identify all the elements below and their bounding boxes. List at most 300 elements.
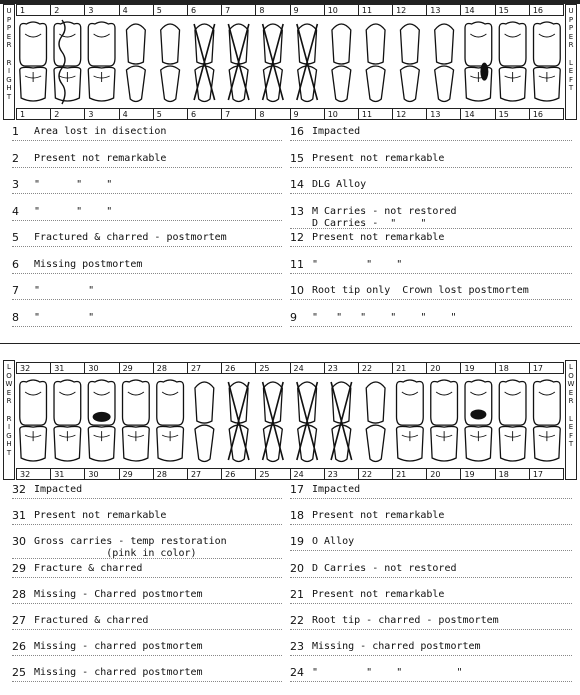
tooth-number: 5 <box>153 4 187 16</box>
tooth-entry-number: 19 <box>290 535 304 549</box>
entry-rule <box>290 246 572 247</box>
tooth-number: 17 <box>529 362 564 374</box>
upper-right-label <box>3 4 15 120</box>
tooth-entry-text: Present not remarkable <box>312 152 445 164</box>
tooth-number: 6 <box>187 108 221 120</box>
entry-rule <box>290 681 572 682</box>
tooth-entry-number: 26 <box>12 640 26 654</box>
tooth-entry-number: 32 <box>12 483 26 496</box>
tooth-number: 27 <box>187 362 221 374</box>
tooth-entry <box>12 312 94 324</box>
tooth <box>126 24 145 102</box>
tooth-entry-number: 9 <box>290 310 297 324</box>
tooth <box>54 22 81 101</box>
tooth-entry <box>290 206 457 229</box>
tooth-number: 4 <box>119 4 153 16</box>
tooth-number: 3 <box>84 108 118 120</box>
tooth-entry-text: " " " " <box>312 667 463 679</box>
entry-rule <box>290 167 572 168</box>
tooth-entry-text: Present not remarkable <box>312 510 445 522</box>
entry-rule <box>290 228 572 229</box>
tooth-number: 5 <box>153 108 187 120</box>
tooth-number: 6 <box>187 4 221 16</box>
tooth-entry-number: 24 <box>290 666 304 680</box>
tooth-number: 30 <box>84 362 118 374</box>
side-letter: E <box>6 388 12 397</box>
tooth-number: 23 <box>324 362 358 374</box>
tooth-number: 22 <box>358 362 392 374</box>
entry-rule <box>12 140 282 141</box>
tooth-occlusal <box>161 66 180 102</box>
entry-rule <box>290 299 572 300</box>
side-letter: L <box>569 363 573 371</box>
side-letter <box>4 406 14 415</box>
tooth-number: 32 <box>16 468 50 480</box>
tooth-entry <box>290 563 457 575</box>
entry-rule <box>290 655 572 656</box>
tooth-crown <box>54 380 81 425</box>
tooth-crown <box>54 22 81 66</box>
tooth-entry <box>12 589 203 601</box>
section-divider <box>0 343 580 344</box>
entry-rule <box>290 498 572 499</box>
tooth-entry-text: Missing postmortem <box>34 258 143 270</box>
tooth-entry-text: Present not remarkable <box>34 152 167 164</box>
tooth-number: 12 <box>392 4 426 16</box>
side-letter: H <box>6 440 12 449</box>
tooth-entry <box>12 126 166 138</box>
side-letter: L <box>569 58 573 67</box>
side-letter: R <box>568 397 574 406</box>
tooth-entry <box>290 285 529 297</box>
tooth-number: 31 <box>50 362 84 374</box>
tooth-entry <box>12 510 166 522</box>
entry-rule <box>12 167 282 168</box>
tooth-number: 18 <box>495 362 529 374</box>
tooth-entry-text: " " <box>34 285 95 296</box>
tooth-entry-text: " " " " " " <box>312 311 457 323</box>
tooth-entry <box>290 259 402 271</box>
entry-rule <box>12 498 282 499</box>
tooth <box>431 380 458 461</box>
tooth-entry <box>12 206 112 218</box>
tooth-crown <box>161 24 180 64</box>
tooth-crown <box>229 24 248 64</box>
tooth <box>400 24 419 102</box>
entry-rule <box>290 550 572 551</box>
tooth <box>228 24 249 102</box>
lower-tooth-numbers-bottom <box>16 468 564 480</box>
tooth-crown <box>534 22 561 66</box>
tooth-occlusal <box>400 66 419 102</box>
tooth-entry <box>12 641 203 653</box>
entry-rule <box>12 558 282 559</box>
side-letter: G <box>6 75 12 84</box>
side-letter: H <box>6 84 12 93</box>
tooth <box>499 22 526 101</box>
tooth-entry <box>12 232 227 244</box>
tooth-entry-text: DLG Alloy <box>312 179 367 190</box>
tooth-entry <box>290 615 499 627</box>
entry-rule <box>12 629 282 630</box>
tooth-entry-number: 30 <box>12 535 26 549</box>
tooth-entry <box>12 484 82 496</box>
tooth-entry-text: Fracture & charred <box>34 562 143 574</box>
tooth-number: 32 <box>16 362 50 374</box>
tooth-crown <box>397 380 424 425</box>
tooth-number: 18 <box>495 468 529 480</box>
tooth-number: 24 <box>290 362 324 374</box>
tooth-crown <box>263 24 282 64</box>
side-letter: O <box>6 371 12 380</box>
tooth-number: 20 <box>426 362 460 374</box>
tooth-crown <box>431 380 458 425</box>
entry-rule <box>12 524 282 525</box>
tooth-number: 7 <box>221 4 255 16</box>
tooth-entry-number: 23 <box>290 640 304 654</box>
tooth-entry-text: O Alloy <box>312 536 355 548</box>
tooth-entry-text: " " " <box>34 179 113 190</box>
tooth-entry-text: Root tip only Crown lost postmortem <box>312 285 529 296</box>
tooth-entry <box>12 259 142 271</box>
tooth <box>366 382 385 462</box>
tooth-number: 25 <box>255 362 289 374</box>
entry-rule <box>290 603 572 604</box>
tooth-number: 20 <box>426 468 460 480</box>
tooth <box>366 24 385 102</box>
tooth-number: 25 <box>255 468 289 480</box>
side-letter: R <box>6 41 12 50</box>
side-letter: T <box>6 92 12 101</box>
tooth-number: 11 <box>358 4 392 16</box>
tooth <box>54 380 81 461</box>
tooth-crown <box>195 24 214 64</box>
tooth-entry-text-continued: D Carries - " " <box>312 217 427 229</box>
tooth-number: 13 <box>426 108 460 120</box>
tooth-number: 7 <box>221 108 255 120</box>
tooth-entry-text: Present not remarkable <box>34 510 167 522</box>
side-letter <box>566 50 576 59</box>
tooth-entry <box>12 615 148 627</box>
entry-rule <box>290 140 572 141</box>
entry-rule <box>12 681 282 682</box>
tooth-number: 15 <box>495 4 529 16</box>
side-letter: R <box>6 414 12 423</box>
tooth-entry <box>12 563 142 575</box>
tooth-crown <box>20 380 47 425</box>
tooth-entry-number: 13 <box>290 204 304 218</box>
side-letter: P <box>6 24 12 33</box>
entry-rule <box>12 193 282 194</box>
tooth-crown <box>400 24 419 64</box>
tooth-crown <box>88 22 115 66</box>
tooth <box>534 22 561 101</box>
tooth-number: 1 <box>16 4 50 16</box>
tooth <box>465 380 492 461</box>
entry-rule <box>290 577 572 578</box>
tooth-entry-number: 14 <box>290 178 304 191</box>
side-letter: E <box>568 32 574 41</box>
tooth <box>534 380 561 461</box>
tooth-number: 19 <box>460 468 494 480</box>
tooth-entry <box>290 484 360 496</box>
tooth <box>20 22 47 101</box>
tooth-entry-number: 27 <box>12 614 26 627</box>
tooth-crown <box>195 382 214 423</box>
tooth-crown <box>298 382 317 423</box>
tooth-number: 31 <box>50 468 84 480</box>
tooth <box>465 22 492 101</box>
upper-tooth-numbers-bottom <box>16 108 564 120</box>
side-letter: T <box>6 448 12 457</box>
tooth-entry-number: 15 <box>290 151 304 165</box>
tooth-occlusal <box>435 66 454 102</box>
side-letter: P <box>6 15 12 24</box>
lower-right-label <box>3 360 15 480</box>
tooth-crown <box>298 24 317 64</box>
entry-rule <box>12 299 282 300</box>
tooth-entry-number: 6 <box>12 257 19 271</box>
side-letter: G <box>6 431 12 440</box>
tooth-entry-text: Missing - Charred postmortem <box>34 588 203 600</box>
restoration-mark <box>470 409 486 419</box>
side-letter: W <box>5 380 13 389</box>
tooth-number: 21 <box>392 362 426 374</box>
side-letter: L <box>7 363 11 371</box>
tooth-crown <box>20 22 47 66</box>
side-letter: F <box>568 431 574 440</box>
tooth-entry <box>290 126 360 138</box>
tooth-crown <box>126 24 145 64</box>
entry-rule <box>290 273 572 274</box>
entry-rule <box>12 220 282 221</box>
tooth <box>332 24 351 102</box>
tooth-crown <box>366 24 385 64</box>
side-letter: L <box>569 414 573 423</box>
side-letter: U <box>568 7 574 15</box>
tooth-entry-text: M Carries - not restored <box>312 205 457 217</box>
tooth-number: 10 <box>324 108 358 120</box>
tooth-crown <box>229 382 248 423</box>
side-letter: E <box>6 32 12 41</box>
tooth-entry-text: D Carries - not restored <box>312 562 457 574</box>
side-letter: F <box>568 75 574 84</box>
restoration-mark <box>480 63 488 81</box>
tooth-entry-number: 31 <box>12 509 26 523</box>
tooth-crown <box>263 382 282 423</box>
tooth-number: 23 <box>324 468 358 480</box>
side-letter <box>566 406 576 415</box>
side-letter: R <box>568 41 574 50</box>
tooth-entry-text: Fractured & charred <box>34 615 149 626</box>
tooth <box>297 24 318 102</box>
tooth-entry <box>290 667 463 679</box>
entry-rule <box>290 193 572 194</box>
side-letter: R <box>6 397 12 406</box>
tooth-entry-text: Impacted <box>312 126 361 137</box>
tooth-number: 17 <box>529 468 564 480</box>
tooth-entry-number: 22 <box>290 614 304 627</box>
entry-rule <box>12 577 282 578</box>
tooth <box>228 382 249 462</box>
tooth-number: 9 <box>290 108 324 120</box>
upper-tooth-numbers-top <box>16 4 564 16</box>
tooth-entry <box>290 153 444 165</box>
side-letter: T <box>568 440 574 449</box>
tooth-occlusal <box>195 425 214 461</box>
tooth-entry-number: 8 <box>12 310 19 324</box>
tooth-number: 13 <box>426 4 460 16</box>
lower-teeth-diagram <box>16 374 564 468</box>
tooth-number: 22 <box>358 468 392 480</box>
tooth <box>263 24 284 102</box>
tooth-number: 16 <box>529 4 564 16</box>
tooth-number: 2 <box>50 108 84 120</box>
restoration-mark <box>93 412 111 422</box>
disection-line <box>59 20 65 104</box>
tooth-entry <box>290 232 444 244</box>
side-letter: I <box>7 423 11 432</box>
tooth-occlusal <box>366 425 385 461</box>
tooth <box>263 382 284 462</box>
lower-tooth-numbers-top <box>16 362 564 374</box>
entry-rule <box>12 603 282 604</box>
side-letter: E <box>568 67 574 76</box>
tooth-number: 28 <box>153 468 187 480</box>
tooth-entry-number: 11 <box>290 257 304 271</box>
tooth-number: 26 <box>221 362 255 374</box>
tooth-entry-text: Missing - charred postmortem <box>312 641 481 653</box>
tooth <box>397 380 424 461</box>
tooth-entry-number: 28 <box>12 587 26 601</box>
tooth-crown <box>366 382 385 423</box>
tooth-crown <box>332 24 351 64</box>
tooth-number: 8 <box>255 4 289 16</box>
tooth-number: 15 <box>495 108 529 120</box>
tooth-entry-number: 4 <box>12 204 19 218</box>
tooth-occlusal <box>366 66 385 102</box>
tooth-entry <box>12 285 94 297</box>
entry-rule <box>12 273 282 274</box>
tooth-crown <box>123 380 150 425</box>
side-letter: T <box>568 84 574 93</box>
entry-rule <box>290 326 572 327</box>
side-letter: W <box>567 380 575 389</box>
tooth-number: 2 <box>50 4 84 16</box>
tooth <box>20 380 47 461</box>
tooth-entry-text: Impacted <box>34 484 83 495</box>
tooth-entry-number: 29 <box>12 561 26 575</box>
side-letter: I <box>7 67 11 76</box>
tooth-number: 29 <box>119 362 153 374</box>
tooth-entry <box>290 510 444 522</box>
entry-rule <box>290 629 572 630</box>
tooth-entry-text: Fractured & charred - postmortem <box>34 232 227 243</box>
side-letter: U <box>6 7 12 15</box>
tooth-occlusal <box>126 66 145 102</box>
tooth-entry <box>290 312 457 324</box>
tooth-number: 1 <box>16 108 50 120</box>
tooth <box>331 382 352 462</box>
tooth <box>88 380 115 461</box>
tooth-number: 29 <box>119 468 153 480</box>
tooth-entry <box>290 641 481 653</box>
upper-teeth-diagram <box>16 16 564 108</box>
side-letter: R <box>6 58 12 67</box>
tooth-crown <box>499 380 526 425</box>
side-letter <box>4 50 14 59</box>
tooth-entry-number: 20 <box>290 561 304 575</box>
side-letter: P <box>568 15 574 24</box>
tooth-entry <box>12 667 203 679</box>
tooth-crown <box>534 380 561 425</box>
tooth-entry-number: 17 <box>290 483 304 496</box>
tooth-number: 21 <box>392 468 426 480</box>
tooth-occlusal <box>332 66 351 102</box>
tooth-entry-text-continued: (pink in color) <box>34 548 197 560</box>
tooth-number: 19 <box>460 362 494 374</box>
tooth-number: 4 <box>119 108 153 120</box>
tooth-number: 10 <box>324 4 358 16</box>
tooth-number: 3 <box>84 4 118 16</box>
side-letter: E <box>568 388 574 397</box>
tooth-entry-number: 16 <box>290 125 304 138</box>
tooth-entry-number: 3 <box>12 178 19 191</box>
lower-left-label <box>565 360 577 480</box>
tooth-number: 14 <box>460 4 494 16</box>
tooth-number: 24 <box>290 468 324 480</box>
tooth-crown <box>499 22 526 66</box>
tooth-crown <box>435 24 454 64</box>
tooth <box>499 380 526 461</box>
tooth-entry-text: " " " <box>34 205 113 217</box>
tooth <box>157 380 184 461</box>
tooth-entry-text: Root tip - charred - postmortem <box>312 615 499 626</box>
tooth-number: 28 <box>153 362 187 374</box>
tooth-entry-number: 7 <box>12 284 19 297</box>
tooth-entry-number: 25 <box>12 666 26 680</box>
side-letter: E <box>568 423 574 432</box>
tooth-entry <box>12 179 112 191</box>
entry-rule <box>12 246 282 247</box>
tooth-number: 16 <box>529 108 564 120</box>
tooth <box>435 24 454 102</box>
tooth-entry-text: Gross carries - temp restoration <box>34 536 227 548</box>
tooth-entry-number: 18 <box>290 509 304 523</box>
tooth-number: 12 <box>392 108 426 120</box>
tooth <box>123 380 150 461</box>
tooth-entry-number: 12 <box>290 231 304 244</box>
tooth-number: 26 <box>221 468 255 480</box>
side-letter: P <box>568 24 574 33</box>
tooth-number: 8 <box>255 108 289 120</box>
tooth-entry-number: 10 <box>290 284 304 297</box>
tooth-entry-number: 5 <box>12 231 19 244</box>
tooth-crown <box>157 380 184 425</box>
tooth-entry-number: 1 <box>12 125 19 138</box>
tooth-entry <box>12 153 166 165</box>
entry-rule <box>12 655 282 656</box>
tooth-entry-text: Impacted <box>312 484 361 495</box>
tooth-entry-text: Present not remarkable <box>312 232 445 243</box>
tooth-number: 14 <box>460 108 494 120</box>
tooth-entry-number: 2 <box>12 151 19 165</box>
tooth-entry <box>12 536 227 559</box>
side-letter: O <box>568 371 574 380</box>
tooth <box>161 24 180 102</box>
tooth-entry-number: 21 <box>290 587 304 601</box>
tooth <box>194 24 215 102</box>
